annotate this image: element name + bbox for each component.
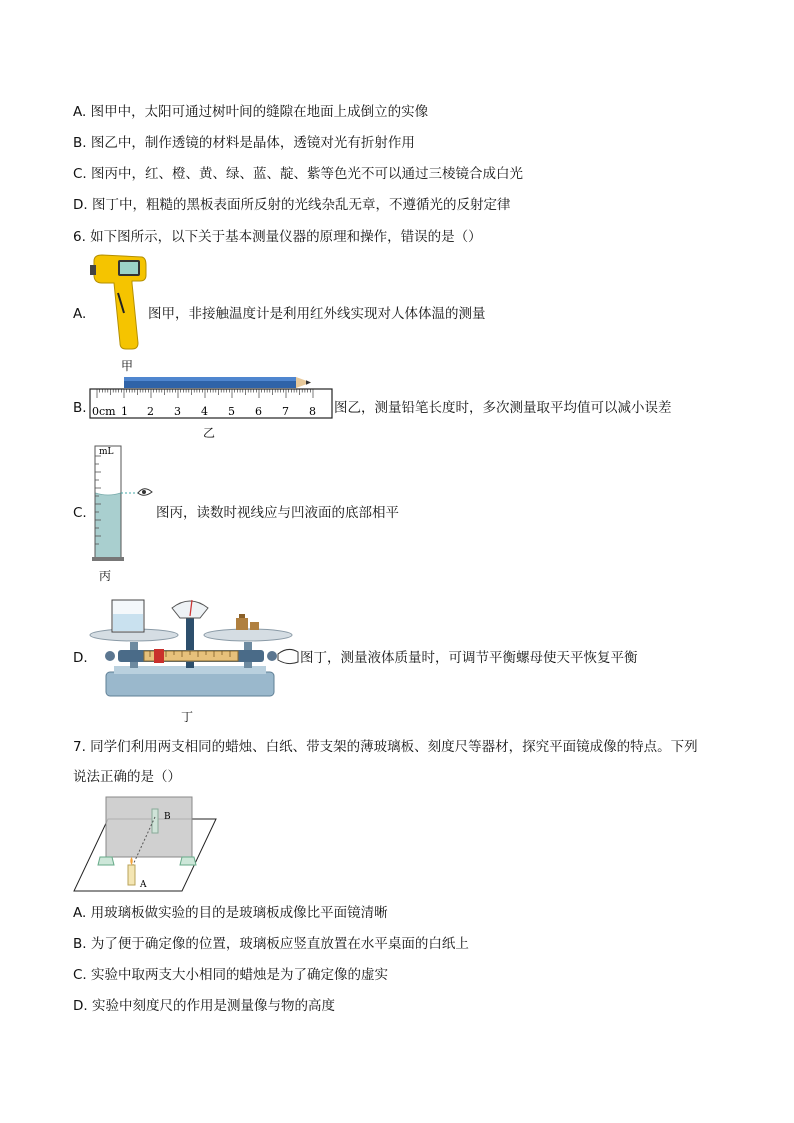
q7-stem-line2: 说法正确的是（） [73,769,181,785]
caption-ding: 丁 [181,710,194,724]
q6-option-b-letter: B. [73,400,87,416]
q5-option-b: B. 图乙中，制作透镜的材料是晶体，透镜对光有折射作用 [73,135,415,151]
q7-option-a: A. 用玻璃板做实验的目的是玻璃板成像比平面镜清晰 [73,905,388,921]
q5-option-c: C. 图丙中，红、橙、黄、绿、蓝、靛、紫等色光不可以通过三棱镜合成白光 [73,166,524,182]
q6-option-a-letter: A. [73,306,87,322]
q6-option-c-text: 图丙，读数时视线应与凹液面的底部相平 [156,505,399,521]
ruler-label-0: 0cm [92,405,116,418]
ruler-label-2: 2 [147,405,154,418]
figure-label-a: A [140,880,147,890]
q6-option-b-text: 图乙，测量铅笔长度时，多次测量取平均值可以减小误差 [334,400,672,416]
q6-stem: 6. 如下图所示，以下关于基本测量仪器的原理和操作，错误的是（） [73,229,482,245]
q6-option-d-text: 图丁，测量液体质量时，可调节平衡螺母使天平恢复平衡 [300,650,638,666]
ruler-label-1: 1 [121,405,128,418]
q7-stem-line1: 7. 同学们利用两支相同的蜡烛、白纸、带支架的薄玻璃板、刻度尺等器材，探究平面镜成像的特点。下列 [73,739,698,755]
q6-option-c-letter: C. [73,505,87,521]
eye-icon [138,489,152,496]
q6-option-d-letter: D. [73,650,88,666]
q7-option-d: D. 实验中刻度尺的作用是测量像与物的高度 [73,998,335,1014]
balance-figure [88,594,300,706]
figure-label-b: B [164,812,171,822]
ruler-label-6: 6 [255,405,262,418]
q5-option-d: D. 图丁中，粗糙的黑板表面所反射的光线杂乱无章，不遵循光的反射定律 [73,197,511,213]
caption-jia: 甲 [121,359,134,373]
caption-bing: 丙 [99,569,112,583]
plane-mirror-experiment-figure [72,795,218,893]
caption-yi: 乙 [203,426,216,440]
ruler-label-8: 8 [309,405,316,418]
thermometer-figure [88,253,148,353]
q6-option-a-text: 图甲，非接触温度计是利用红外线实现对人体体温的测量 [148,306,486,322]
ruler-label-5: 5 [228,405,235,418]
cylinder-unit: mL [99,447,114,457]
hand-icon [278,649,298,663]
graduated-cylinder-figure [88,440,156,564]
q7-option-c: C. 实验中取两支大小相同的蜡烛是为了确定像的虚实 [73,967,389,983]
ruler-label-7: 7 [282,405,289,418]
q5-option-a: A. 图甲中，太阳可通过树叶间的缝隙在地面上成倒立的实像 [73,104,429,120]
ruler-label-3: 3 [174,405,181,418]
ruler-pencil-figure [89,375,333,420]
q7-option-b: B. 为了便于确定像的位置，玻璃板应竖直放置在水平桌面的白纸上 [73,936,469,952]
ruler-label-4: 4 [201,405,208,418]
